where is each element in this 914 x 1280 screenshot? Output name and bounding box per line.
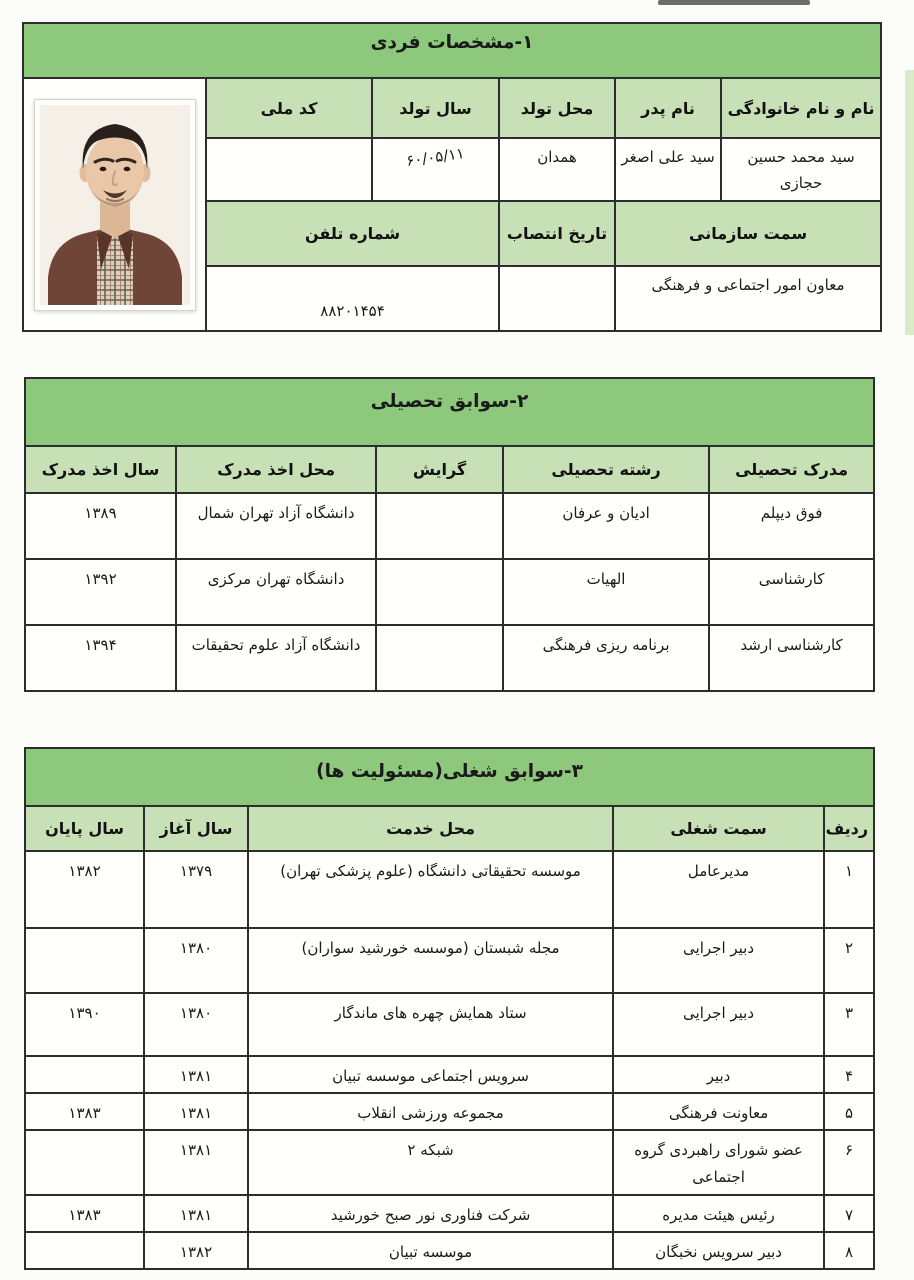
row-number-cell: ۳ <box>824 993 874 1056</box>
job-row <box>25 993 874 1056</box>
section-2-title: ۲-سوابق تحصیلی <box>25 378 874 446</box>
appointment-date-value <box>499 266 615 331</box>
col-header-birthyear: سال تولد <box>372 78 499 138</box>
specialization-cell <box>376 559 503 625</box>
birthyear-cell <box>372 138 499 201</box>
col-header-appointment-date: تاریخ انتصاب <box>499 201 615 266</box>
portrait-photo-drawing <box>40 105 190 305</box>
workplace-cell: ستاد همایش چهره های ماندگار <box>248 993 613 1056</box>
start-year-cell: ۱۳۸۱ <box>144 1195 248 1232</box>
end-year-cell: ۱۳۸۲ <box>25 851 144 928</box>
col-header-fullname: نام و نام خانوادگی <box>721 78 881 138</box>
workplace-cell: موسسه تبیان <box>248 1232 613 1269</box>
row-number-cell: ۵ <box>824 1093 874 1130</box>
col-header-national-id: کد ملی <box>206 78 372 138</box>
job-title-cell: عضو شورای راهبردی گروه اجتماعی <box>613 1130 824 1195</box>
start-year-cell: ۱۳۷۹ <box>144 851 248 928</box>
col-header-degree: مدرک تحصیلی <box>709 446 874 493</box>
photo-cell <box>23 78 206 331</box>
job-title-cell: دبیر <box>613 1056 824 1093</box>
phone-value: ۸۸۲۰۱۴۵۴ <box>206 266 499 331</box>
end-year-cell <box>25 1130 144 1195</box>
job-row <box>25 1056 874 1093</box>
job-title-cell: دبیر اجرایی <box>613 993 824 1056</box>
end-year-cell: ۱۳۸۳ <box>25 1195 144 1232</box>
institution-cell: دانشگاه تهران مرکزی <box>176 559 376 625</box>
col-header-job-title: سمت شغلی <box>613 806 824 851</box>
row-number-cell: ۷ <box>824 1195 874 1232</box>
work-history-table <box>24 747 875 1270</box>
job-row <box>25 1195 874 1232</box>
degree-cell: کارشناسی <box>709 559 874 625</box>
job-title-cell: دبیر اجرایی <box>613 928 824 993</box>
workplace-cell: سرویس اجتماعی موسسه تبیان <box>248 1056 613 1093</box>
row-number-cell: ۸ <box>824 1232 874 1269</box>
col-header-org-position: سمت سازمانی <box>615 201 881 266</box>
col-header-father-name: نام پدر <box>615 78 721 138</box>
education-table <box>24 377 875 692</box>
education-row <box>25 559 874 625</box>
birthplace-value: همدان <box>499 138 615 201</box>
field-cell: ادیان و عرفان <box>503 493 709 559</box>
col-header-phone: شماره تلفن <box>206 201 499 266</box>
job-row <box>25 1232 874 1269</box>
job-row <box>25 1093 874 1130</box>
education-header-row <box>25 446 874 493</box>
personal-info-table <box>22 22 882 332</box>
institution-cell: دانشگاه آزاد علوم تحقیقات <box>176 625 376 691</box>
start-year-cell: ۱۳۸۰ <box>144 993 248 1056</box>
row-number-cell: ۲ <box>824 928 874 993</box>
job-title-cell: معاونت فرهنگی <box>613 1093 824 1130</box>
job-title-cell: مدیرعامل <box>613 851 824 928</box>
col-header-workplace: محل خدمت <box>248 806 613 851</box>
workplace-cell: موسسه تحقیقاتی دانشگاه (علوم پزشکی تهران) <box>248 851 613 928</box>
job-title-cell: دبیر سرویس نخبگان <box>613 1232 824 1269</box>
job-row <box>25 1130 874 1195</box>
jobs-header-row <box>25 806 874 851</box>
field-cell: برنامه ریزی فرهنگی <box>503 625 709 691</box>
start-year-cell: ۱۳۸۰ <box>144 928 248 993</box>
job-row <box>25 851 874 928</box>
col-header-end-year: سال پایان <box>25 806 144 851</box>
col-header-row-number: ردیف <box>824 806 874 851</box>
birthyear-value: ۶۰/۰۵/۱۱ <box>405 144 466 170</box>
end-year-cell: ۱۳۹۰ <box>25 993 144 1056</box>
section-3-header-row <box>25 748 874 806</box>
org-position-value: معاون امور اجتماعی و فرهنگی <box>615 266 881 331</box>
institution-cell: دانشگاه آزاد تهران شمال <box>176 493 376 559</box>
workplace-cell: شبکه ۲ <box>248 1130 613 1195</box>
col-header-graduation-year: سال اخذ مدرک <box>25 446 176 493</box>
workplace-cell: مجموعه ورزشی انقلاب <box>248 1093 613 1130</box>
section-2-header-row <box>25 378 874 446</box>
section-1-header-row <box>23 23 881 78</box>
workplace-cell: شرکت فناوری نور صبح خورشید <box>248 1195 613 1232</box>
job-title-cell: رئیس هیئت مدیره <box>613 1195 824 1232</box>
specialization-cell <box>376 625 503 691</box>
col-header-birthplace: محل تولد <box>499 78 615 138</box>
col-header-start-year: سال آغاز <box>144 806 248 851</box>
national-id-value <box>206 138 372 201</box>
row-number-cell: ۴ <box>824 1056 874 1093</box>
col-header-institution: محل اخذ مدرک <box>176 446 376 493</box>
col-header-specialization: گرایش <box>376 446 503 493</box>
start-year-cell: ۱۳۸۲ <box>144 1232 248 1269</box>
job-row <box>25 928 874 993</box>
degree-cell: کارشناسی ارشد <box>709 625 874 691</box>
education-row <box>25 625 874 691</box>
degree-cell: فوق دیپلم <box>709 493 874 559</box>
end-year-cell <box>25 1056 144 1093</box>
scan-edge-tint <box>905 70 914 335</box>
education-row <box>25 493 874 559</box>
field-cell: الهیات <box>503 559 709 625</box>
end-year-cell <box>25 928 144 993</box>
scan-artifact <box>658 0 810 5</box>
portrait-photo <box>34 99 196 311</box>
father-name-value: سید علی اصغر <box>615 138 721 201</box>
personal-header-row <box>23 78 881 138</box>
start-year-cell: ۱۳۸۱ <box>144 1130 248 1195</box>
start-year-cell: ۱۳۸۱ <box>144 1056 248 1093</box>
section-3-title: ۳-سوابق شغلی(مسئولیت ها) <box>25 748 874 806</box>
row-number-cell: ۶ <box>824 1130 874 1195</box>
fullname-value: سید محمد حسین حجازی <box>721 138 881 201</box>
start-year-cell: ۱۳۸۱ <box>144 1093 248 1130</box>
graduation-year-cell: ۱۳۸۹ <box>25 493 176 559</box>
section-1-title: ۱-مشخصات فردی <box>23 23 881 78</box>
graduation-year-cell: ۱۳۹۴ <box>25 625 176 691</box>
row-number-cell: ۱ <box>824 851 874 928</box>
end-year-cell: ۱۳۸۳ <box>25 1093 144 1130</box>
workplace-cell: مجله شبستان (موسسه خورشید سواران) <box>248 928 613 993</box>
end-year-cell <box>25 1232 144 1269</box>
graduation-year-cell: ۱۳۹۲ <box>25 559 176 625</box>
col-header-field: رشته تحصیلی <box>503 446 709 493</box>
specialization-cell <box>376 493 503 559</box>
